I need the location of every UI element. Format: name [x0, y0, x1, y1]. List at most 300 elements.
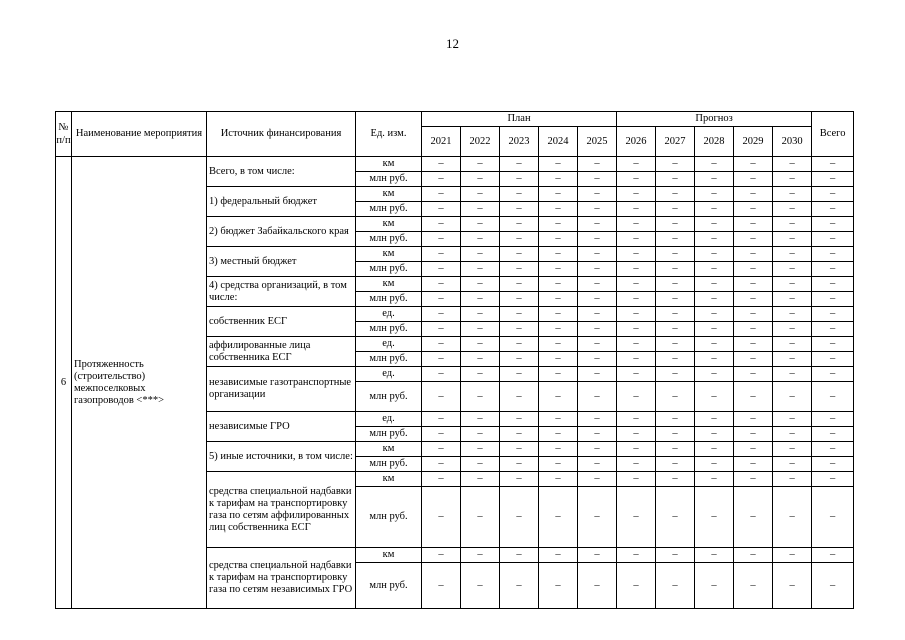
unit-cell: млн руб.: [356, 202, 422, 217]
value-cell: –: [656, 457, 695, 472]
value-cell: –: [656, 412, 695, 427]
value-cell: –: [734, 427, 773, 442]
value-cell: –: [461, 262, 500, 277]
value-cell: –: [578, 292, 617, 307]
funding-source: независимые ГРО: [207, 412, 356, 442]
value-cell: –: [734, 548, 773, 563]
value-cell: –: [773, 157, 812, 172]
header-year: 2026: [617, 127, 656, 157]
value-cell: –: [617, 307, 656, 322]
value-cell: –: [695, 292, 734, 307]
value-cell: –: [617, 292, 656, 307]
value-cell: –: [734, 442, 773, 457]
value-cell: –: [734, 457, 773, 472]
funding-source: 2) бюджет Забайкальского края: [207, 217, 356, 247]
value-cell: –: [773, 487, 812, 548]
value-cell: –: [500, 487, 539, 548]
value-cell: –: [617, 382, 656, 412]
value-cell: –: [539, 367, 578, 382]
value-cell: –: [461, 187, 500, 202]
value-cell: –: [695, 367, 734, 382]
value-cell: –: [617, 277, 656, 292]
value-cell: –: [461, 457, 500, 472]
value-cell: –: [617, 322, 656, 337]
value-cell: –: [617, 367, 656, 382]
value-cell: –: [656, 382, 695, 412]
value-cell: –: [812, 487, 854, 548]
value-cell: –: [461, 367, 500, 382]
value-cell: –: [422, 187, 461, 202]
value-cell: –: [422, 277, 461, 292]
value-cell: –: [539, 322, 578, 337]
value-cell: –: [695, 382, 734, 412]
unit-cell: млн руб.: [356, 563, 422, 609]
unit-cell: км: [356, 442, 422, 457]
unit-cell: ед.: [356, 367, 422, 382]
value-cell: –: [656, 292, 695, 307]
value-cell: –: [812, 172, 854, 187]
value-cell: –: [539, 217, 578, 232]
value-cell: –: [656, 427, 695, 442]
value-cell: –: [422, 352, 461, 367]
value-cell: –: [422, 172, 461, 187]
value-cell: –: [656, 337, 695, 352]
value-cell: –: [656, 247, 695, 262]
funding-source: 4) средства организаций, в том числе:: [207, 277, 356, 307]
value-cell: –: [773, 232, 812, 247]
value-cell: –: [656, 322, 695, 337]
value-cell: –: [773, 322, 812, 337]
value-cell: –: [773, 548, 812, 563]
value-cell: –: [695, 322, 734, 337]
unit-cell: млн руб.: [356, 322, 422, 337]
value-cell: –: [617, 217, 656, 232]
value-cell: –: [812, 427, 854, 442]
value-cell: –: [578, 442, 617, 457]
value-cell: –: [539, 472, 578, 487]
value-cell: –: [812, 367, 854, 382]
value-cell: –: [461, 412, 500, 427]
value-cell: –: [500, 367, 539, 382]
value-cell: –: [734, 217, 773, 232]
value-cell: –: [422, 412, 461, 427]
value-cell: –: [500, 187, 539, 202]
value-cell: –: [734, 202, 773, 217]
value-cell: –: [539, 187, 578, 202]
value-cell: –: [617, 232, 656, 247]
value-cell: –: [539, 442, 578, 457]
value-cell: –: [500, 292, 539, 307]
value-cell: –: [500, 172, 539, 187]
value-cell: –: [812, 217, 854, 232]
value-cell: –: [539, 277, 578, 292]
header-total: Всего: [812, 112, 854, 157]
value-cell: –: [500, 202, 539, 217]
value-cell: –: [695, 247, 734, 262]
value-cell: –: [773, 217, 812, 232]
unit-cell: км: [356, 277, 422, 292]
value-cell: –: [734, 367, 773, 382]
funding-source: 5) иные источники, в том числе:: [207, 442, 356, 472]
value-cell: –: [461, 322, 500, 337]
value-cell: –: [422, 217, 461, 232]
value-cell: –: [500, 427, 539, 442]
value-cell: –: [812, 322, 854, 337]
value-cell: –: [500, 548, 539, 563]
value-cell: –: [422, 202, 461, 217]
unit-cell: ед.: [356, 337, 422, 352]
value-cell: –: [812, 247, 854, 262]
value-cell: –: [500, 307, 539, 322]
value-cell: –: [734, 352, 773, 367]
header-unit: Ед. изм.: [356, 112, 422, 157]
value-cell: –: [773, 277, 812, 292]
value-cell: –: [812, 277, 854, 292]
value-cell: –: [656, 157, 695, 172]
value-cell: –: [656, 277, 695, 292]
value-cell: –: [578, 187, 617, 202]
value-cell: –: [500, 337, 539, 352]
value-cell: –: [422, 247, 461, 262]
value-cell: –: [695, 548, 734, 563]
value-cell: –: [695, 307, 734, 322]
value-cell: –: [773, 337, 812, 352]
value-cell: –: [656, 217, 695, 232]
value-cell: –: [500, 157, 539, 172]
value-cell: –: [578, 217, 617, 232]
header-year: 2022: [461, 127, 500, 157]
value-cell: –: [812, 412, 854, 427]
funding-source: независимые газотранспортные организации: [207, 367, 356, 412]
value-cell: –: [812, 457, 854, 472]
value-cell: –: [773, 307, 812, 322]
unit-cell: млн руб.: [356, 172, 422, 187]
value-cell: –: [539, 457, 578, 472]
value-cell: –: [617, 427, 656, 442]
value-cell: –: [500, 277, 539, 292]
value-cell: –: [656, 262, 695, 277]
value-cell: –: [695, 277, 734, 292]
unit-cell: млн руб.: [356, 292, 422, 307]
value-cell: –: [734, 487, 773, 548]
value-cell: –: [656, 307, 695, 322]
value-cell: –: [539, 412, 578, 427]
value-cell: –: [461, 337, 500, 352]
value-cell: –: [695, 157, 734, 172]
header-plan: План: [422, 112, 617, 127]
value-cell: –: [617, 487, 656, 548]
value-cell: –: [461, 292, 500, 307]
value-cell: –: [539, 292, 578, 307]
unit-cell: ед.: [356, 307, 422, 322]
value-cell: –: [695, 232, 734, 247]
header-year: 2025: [578, 127, 617, 157]
value-cell: –: [422, 367, 461, 382]
value-cell: –: [734, 412, 773, 427]
header-source: Источник финансирования: [207, 112, 356, 157]
value-cell: –: [812, 548, 854, 563]
value-cell: –: [656, 232, 695, 247]
value-cell: –: [578, 262, 617, 277]
value-cell: –: [695, 487, 734, 548]
value-cell: –: [734, 232, 773, 247]
value-cell: –: [773, 382, 812, 412]
value-cell: –: [422, 487, 461, 548]
value-cell: –: [461, 548, 500, 563]
value-cell: –: [539, 382, 578, 412]
value-cell: –: [773, 367, 812, 382]
funding-source: собственник ЕСГ: [207, 307, 356, 337]
header-forecast: Прогноз: [617, 112, 812, 127]
value-cell: –: [617, 157, 656, 172]
value-cell: –: [617, 442, 656, 457]
value-cell: –: [422, 457, 461, 472]
funding-source: 1) федеральный бюджет: [207, 187, 356, 217]
value-cell: –: [539, 307, 578, 322]
value-cell: –: [617, 337, 656, 352]
value-cell: –: [812, 307, 854, 322]
value-cell: –: [734, 247, 773, 262]
value-cell: –: [734, 382, 773, 412]
value-cell: –: [422, 427, 461, 442]
value-cell: –: [812, 442, 854, 457]
unit-cell: км: [356, 157, 422, 172]
value-cell: –: [656, 187, 695, 202]
value-cell: –: [773, 172, 812, 187]
value-cell: –: [578, 412, 617, 427]
value-cell: –: [539, 262, 578, 277]
unit-cell: млн руб.: [356, 232, 422, 247]
value-cell: –: [812, 472, 854, 487]
value-cell: –: [695, 427, 734, 442]
value-cell: –: [812, 232, 854, 247]
value-cell: –: [461, 427, 500, 442]
value-cell: –: [539, 202, 578, 217]
value-cell: –: [422, 382, 461, 412]
value-cell: –: [539, 232, 578, 247]
value-cell: –: [461, 202, 500, 217]
value-cell: –: [461, 277, 500, 292]
header-year: 2024: [539, 127, 578, 157]
value-cell: –: [695, 172, 734, 187]
value-cell: –: [812, 202, 854, 217]
funding-source: 3) местный бюджет: [207, 247, 356, 277]
value-cell: –: [812, 352, 854, 367]
value-cell: –: [500, 322, 539, 337]
value-cell: –: [461, 157, 500, 172]
unit-cell: млн руб.: [356, 382, 422, 412]
header-num: № п/п: [56, 112, 72, 157]
value-cell: –: [773, 247, 812, 262]
value-cell: –: [578, 172, 617, 187]
value-cell: –: [578, 247, 617, 262]
value-cell: –: [461, 247, 500, 262]
value-cell: –: [422, 472, 461, 487]
value-cell: –: [695, 352, 734, 367]
value-cell: –: [422, 442, 461, 457]
unit-cell: км: [356, 187, 422, 202]
value-cell: –: [734, 307, 773, 322]
value-cell: –: [617, 563, 656, 609]
value-cell: –: [617, 457, 656, 472]
header-year: 2027: [656, 127, 695, 157]
value-cell: –: [461, 217, 500, 232]
value-cell: –: [656, 472, 695, 487]
value-cell: –: [695, 217, 734, 232]
value-cell: –: [695, 442, 734, 457]
value-cell: –: [617, 172, 656, 187]
value-cell: –: [812, 382, 854, 412]
value-cell: –: [773, 412, 812, 427]
value-cell: –: [500, 352, 539, 367]
unit-cell: ед.: [356, 412, 422, 427]
value-cell: –: [500, 563, 539, 609]
value-cell: –: [734, 277, 773, 292]
value-cell: –: [539, 548, 578, 563]
value-cell: –: [500, 472, 539, 487]
value-cell: –: [734, 157, 773, 172]
value-cell: –: [578, 322, 617, 337]
value-cell: –: [734, 563, 773, 609]
value-cell: –: [539, 157, 578, 172]
value-cell: –: [539, 247, 578, 262]
header-activity: Наименование мероприятия: [72, 112, 207, 157]
value-cell: –: [773, 427, 812, 442]
funding-source: средства специальной надбавки к тарифам на транспортировку газа по сетям аффилированных лиц собственника ЕСГ: [207, 472, 356, 548]
value-cell: –: [773, 262, 812, 277]
value-cell: –: [422, 548, 461, 563]
value-cell: –: [773, 457, 812, 472]
value-cell: –: [578, 307, 617, 322]
value-cell: –: [656, 367, 695, 382]
row-number: 6: [56, 157, 72, 609]
value-cell: –: [539, 487, 578, 548]
value-cell: –: [578, 427, 617, 442]
value-cell: –: [656, 442, 695, 457]
value-cell: –: [617, 262, 656, 277]
header-year: 2029: [734, 127, 773, 157]
value-cell: –: [578, 202, 617, 217]
value-cell: –: [773, 292, 812, 307]
value-cell: –: [461, 563, 500, 609]
value-cell: –: [461, 172, 500, 187]
value-cell: –: [539, 427, 578, 442]
value-cell: –: [500, 457, 539, 472]
value-cell: –: [578, 367, 617, 382]
value-cell: –: [656, 487, 695, 548]
value-cell: –: [461, 352, 500, 367]
value-cell: –: [500, 247, 539, 262]
value-cell: –: [461, 487, 500, 548]
value-cell: –: [422, 307, 461, 322]
value-cell: –: [695, 472, 734, 487]
value-cell: –: [695, 337, 734, 352]
value-cell: –: [578, 232, 617, 247]
value-cell: –: [578, 487, 617, 548]
value-cell: –: [617, 187, 656, 202]
value-cell: –: [422, 292, 461, 307]
value-cell: –: [539, 352, 578, 367]
unit-cell: млн руб.: [356, 427, 422, 442]
value-cell: –: [500, 442, 539, 457]
value-cell: –: [695, 202, 734, 217]
value-cell: –: [695, 187, 734, 202]
value-cell: –: [578, 563, 617, 609]
value-cell: –: [539, 337, 578, 352]
value-cell: –: [500, 262, 539, 277]
value-cell: –: [656, 548, 695, 563]
value-cell: –: [734, 322, 773, 337]
value-cell: –: [578, 352, 617, 367]
value-cell: –: [578, 548, 617, 563]
value-cell: –: [422, 563, 461, 609]
value-cell: –: [812, 563, 854, 609]
value-cell: –: [695, 563, 734, 609]
value-cell: –: [812, 157, 854, 172]
value-cell: –: [812, 337, 854, 352]
unit-cell: км: [356, 247, 422, 262]
unit-cell: км: [356, 217, 422, 232]
value-cell: –: [500, 412, 539, 427]
value-cell: –: [617, 472, 656, 487]
unit-cell: км: [356, 548, 422, 563]
value-cell: –: [734, 337, 773, 352]
value-cell: –: [500, 382, 539, 412]
value-cell: –: [695, 457, 734, 472]
value-cell: –: [422, 232, 461, 247]
value-cell: –: [617, 412, 656, 427]
value-cell: –: [656, 172, 695, 187]
value-cell: –: [617, 202, 656, 217]
value-cell: –: [734, 172, 773, 187]
value-cell: –: [500, 232, 539, 247]
header-year: 2030: [773, 127, 812, 157]
activity-name: Протяженность (строительство) межпоселковых газопроводов <***>: [72, 157, 207, 609]
header-year: 2021: [422, 127, 461, 157]
value-cell: –: [773, 202, 812, 217]
value-cell: –: [812, 187, 854, 202]
value-cell: –: [734, 292, 773, 307]
value-cell: –: [773, 352, 812, 367]
value-cell: –: [461, 232, 500, 247]
value-cell: –: [461, 307, 500, 322]
value-cell: –: [422, 262, 461, 277]
value-cell: –: [422, 322, 461, 337]
value-cell: –: [539, 172, 578, 187]
value-cell: –: [578, 382, 617, 412]
value-cell: –: [461, 382, 500, 412]
value-cell: –: [578, 277, 617, 292]
value-cell: –: [617, 352, 656, 367]
header-year: 2023: [500, 127, 539, 157]
page-number: 12: [446, 36, 459, 51]
value-cell: –: [461, 442, 500, 457]
value-cell: –: [695, 262, 734, 277]
value-cell: –: [773, 187, 812, 202]
value-cell: –: [734, 472, 773, 487]
value-cell: –: [695, 412, 734, 427]
unit-cell: млн руб.: [356, 457, 422, 472]
funding-source: средства специальной надбавки к тарифам на транспортировку газа по сетям независимых ГРО: [207, 548, 356, 609]
value-cell: –: [422, 157, 461, 172]
value-cell: –: [812, 292, 854, 307]
value-cell: –: [812, 262, 854, 277]
value-cell: –: [656, 202, 695, 217]
value-cell: –: [461, 472, 500, 487]
value-cell: –: [773, 472, 812, 487]
value-cell: –: [578, 457, 617, 472]
value-cell: –: [773, 563, 812, 609]
